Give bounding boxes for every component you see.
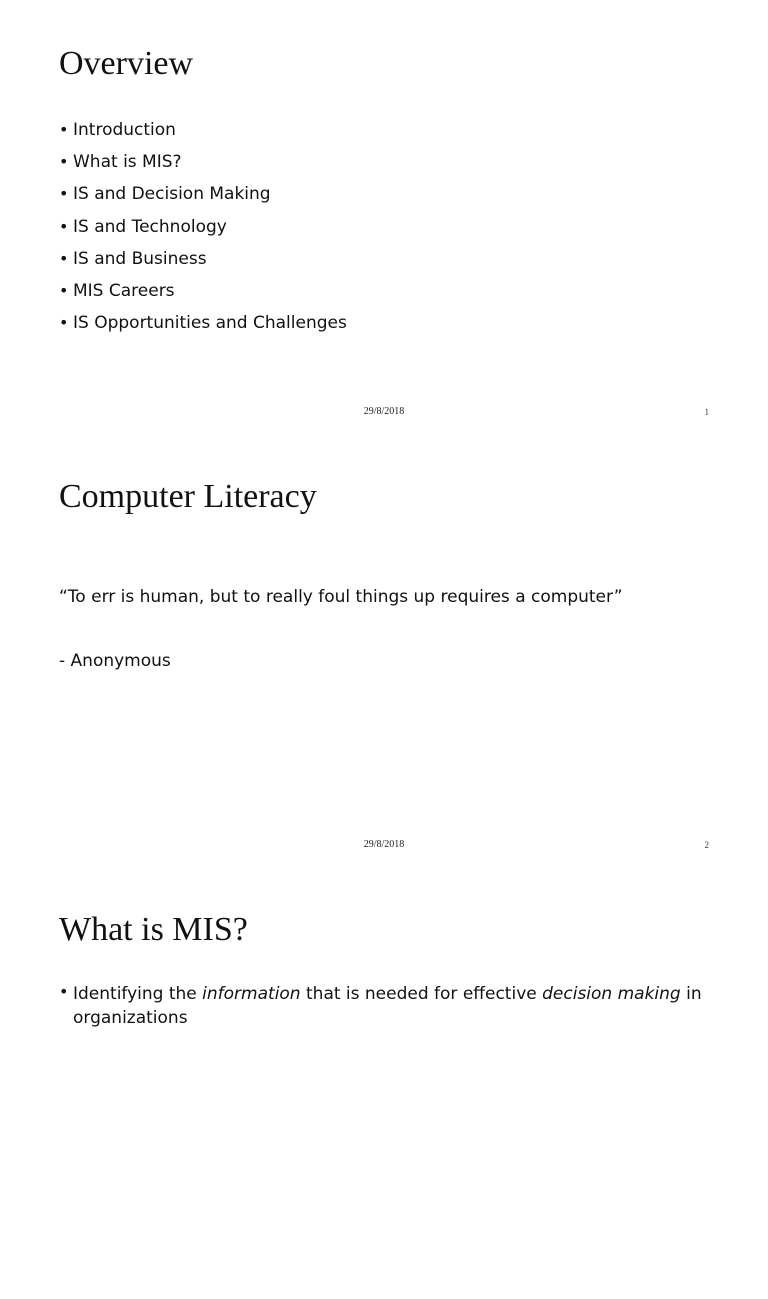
bullet-text: IS Opportunities and Challenges: [73, 313, 347, 334]
slide-what-is-mis: [0, 866, 768, 1299]
slide-number: 1: [704, 407, 709, 417]
bullet-emphasis: decision making: [542, 984, 681, 1004]
list-item: [59, 309, 347, 341]
list-item: [59, 116, 347, 148]
bullet-text-part: Identifying the: [73, 984, 203, 1004]
list-item: [59, 180, 347, 212]
bullet-icon: •: [59, 280, 69, 300]
bullet-emphasis: information: [202, 984, 301, 1004]
bullet-icon: •: [59, 313, 69, 333]
bullet-text-part: in organizations: [73, 984, 702, 1028]
slide-computer-literacy: [0, 433, 768, 866]
list-item: [59, 213, 347, 245]
bullet-icon: •: [59, 248, 69, 268]
slide-number: 2: [704, 840, 709, 850]
bullet-list: [59, 116, 347, 341]
slide-title: Computer Literacy: [59, 478, 317, 515]
slide-date: 29/8/2018: [363, 839, 405, 850]
bullet-text: MIS Careers: [73, 280, 175, 301]
slide-date: 29/8/2018: [363, 406, 405, 417]
bullet-text: IS and Technology: [73, 216, 227, 237]
bullet-text: What is MIS?: [73, 152, 182, 173]
quote-author: - Anonymous: [59, 651, 171, 671]
slide-title: What is MIS?: [59, 911, 248, 948]
bullet-icon: •: [59, 982, 69, 1001]
list-item: [59, 245, 347, 277]
bullet-text-part: that is needed for effective: [300, 984, 543, 1004]
bullet-icon: •: [59, 120, 69, 139]
bullet-icon: •: [59, 216, 69, 236]
bullet-icon: •: [59, 184, 69, 204]
bullet-text: Introduction: [73, 120, 176, 140]
bullet-icon: •: [59, 152, 69, 172]
quote-text: “To err is human, but to really foul things up requires a computer”: [59, 587, 623, 607]
list-item: [59, 277, 347, 309]
slide-overview: [0, 0, 768, 433]
bullet-text: IS and Business: [73, 248, 207, 269]
list-item: [59, 982, 713, 1030]
list-item: [59, 148, 347, 180]
bullet-text: IS and Decision Making: [73, 184, 271, 205]
slide-title: Overview: [59, 45, 194, 82]
